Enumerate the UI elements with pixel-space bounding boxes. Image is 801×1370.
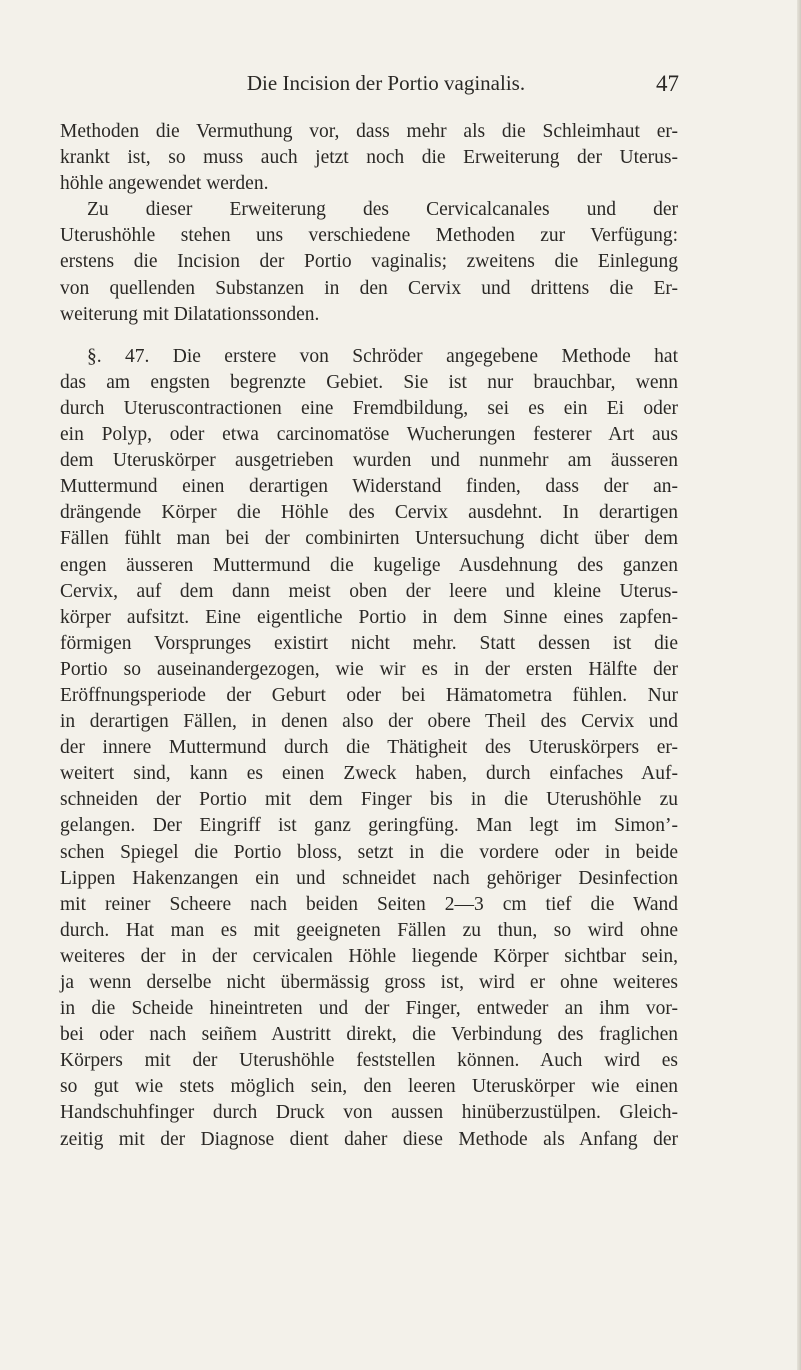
text-line: so gut wie stets möglich sein, den leeren Uteruskörper wie einen [60, 1076, 678, 1098]
text-line: dem Uteruskörper ausgetrieben wurden und nunmehr am äusseren [60, 450, 678, 472]
text-line: Körpers mit der Uterushöhle feststellen können. Auch wird es [60, 1050, 678, 1072]
text-line: in derartigen Fällen, in denen also der obere Theil des Cervix und [60, 711, 678, 733]
text-line: Zu dieser Erweiterung des Cervicalcanales und der [87, 199, 678, 221]
paragraph-3 [60, 344, 678, 1153]
text-line: Eröffnungsperiode der Geburt oder bei Hämatometra fühlen. Nur [60, 684, 678, 706]
text-line: engen äusseren Muttermund die kugelige Ausdehnung des ganzen [60, 554, 678, 576]
paragraph-1 [60, 119, 678, 197]
text-line: in die Scheide hineintreten und der Finger, entweder an ihm vor- [60, 998, 678, 1020]
text-line: Uterushöhle stehen uns verschiedene Methoden zur Verfügung: [60, 225, 678, 247]
text-line: schneiden der Portio mit dem Finger bis in die Uterushöhle zu [60, 789, 678, 811]
text-line: körper aufsitzt. Eine eigentliche Portio in dem Sinne eines zapfen- [60, 606, 678, 628]
text-line: erstens die Incision der Portio vaginalis; zweitens die Einlegung [60, 251, 678, 273]
page-body [60, 119, 678, 1153]
text-line: Fällen fühlt man bei der combinirten Untersuchung dicht über dem [60, 528, 678, 550]
running-header [93, 71, 679, 101]
text-line: förmigen Vorsprunges existirt nicht mehr. Statt dessen ist die [60, 632, 678, 654]
running-title: Die Incision der Portio vaginalis. [246, 71, 526, 95]
text-line: §. 47. Die erstere von Schröder angegebene Methode hat [87, 345, 678, 367]
text-line: Cervix, auf dem dann meist oben der leere und kleine Uterus- [60, 580, 678, 602]
text-line: krankt ist, so muss auch jetzt noch die Erweiterung der Uterus- [60, 147, 678, 169]
text-line: durch Uteruscontractionen eine Fremdbildung, sei es ein Ei oder [60, 397, 678, 419]
text-line: Handschuhfinger durch Druck von aussen hinüberzustülpen. Gleich- [60, 1102, 678, 1124]
text-line: Portio so auseinandergezogen, wie wir es in der ersten Hälfte der [60, 658, 678, 680]
text-line: ja wenn derselbe nicht übermässig gross ist, wird er ohne weiteres [60, 972, 678, 993]
text-line: weiteres der in der cervicalen Höhle liegende Körper sichtbar sein, [60, 945, 678, 967]
text-line: ein Polyp, oder etwa carcinomatöse Wucherungen festerer Art aus [60, 424, 678, 446]
text-line: von quellenden Substanzen in den Cervix und drittens die Er- [60, 277, 678, 299]
text-line: weiterung mit Dilatationssonden. [60, 303, 320, 325]
paragraph-gap [60, 328, 678, 344]
paragraph-2 [60, 197, 678, 327]
page-edge-shadow [797, 0, 801, 1370]
text-line: durch. Hat man es mit geeigneten Fällen zu thun, so wird ohne [60, 919, 678, 941]
text-line: gelangen. Der Eingriff ist ganz geringfüng. Man legt im Simon’- [60, 815, 678, 837]
text-line: Methoden die Vermuthung vor, dass mehr als die Schleimhaut er- [60, 121, 678, 142]
text-line: das am engsten begrenzte Gebiet. Sie ist nur brauchbar, wenn [60, 371, 678, 393]
text-line: weitert sind, kann es einen Zweck haben, durch einfaches Auf- [60, 763, 678, 785]
text-line: höhle angewendet werden. [60, 173, 269, 195]
text-line: der innere Muttermund durch die Thätigheit des Uteruskörpers er- [60, 737, 678, 759]
page-number: 47 [656, 71, 679, 96]
text-line: schen Spiegel die Portio bloss, setzt in die vordere oder in beide [60, 841, 678, 863]
text-line: bei oder nach seiñem Austritt direkt, die Verbindung des fraglichen [60, 1024, 678, 1046]
text-line: zeitig mit der Diagnose dient daher diese Methode als Anfang der [60, 1128, 678, 1150]
text-line: Lippen Hakenzangen ein und schneidet nach gehöriger Desinfection [60, 867, 678, 889]
text-line: Muttermund einen derartigen Widerstand finden, dass der an- [60, 476, 678, 498]
text-line: drängende Körper die Höhle des Cervix ausdehnt. In derartigen [60, 502, 678, 524]
text-line: mit reiner Scheere nach beiden Seiten 2—3 cm tief die Wand [60, 893, 678, 915]
